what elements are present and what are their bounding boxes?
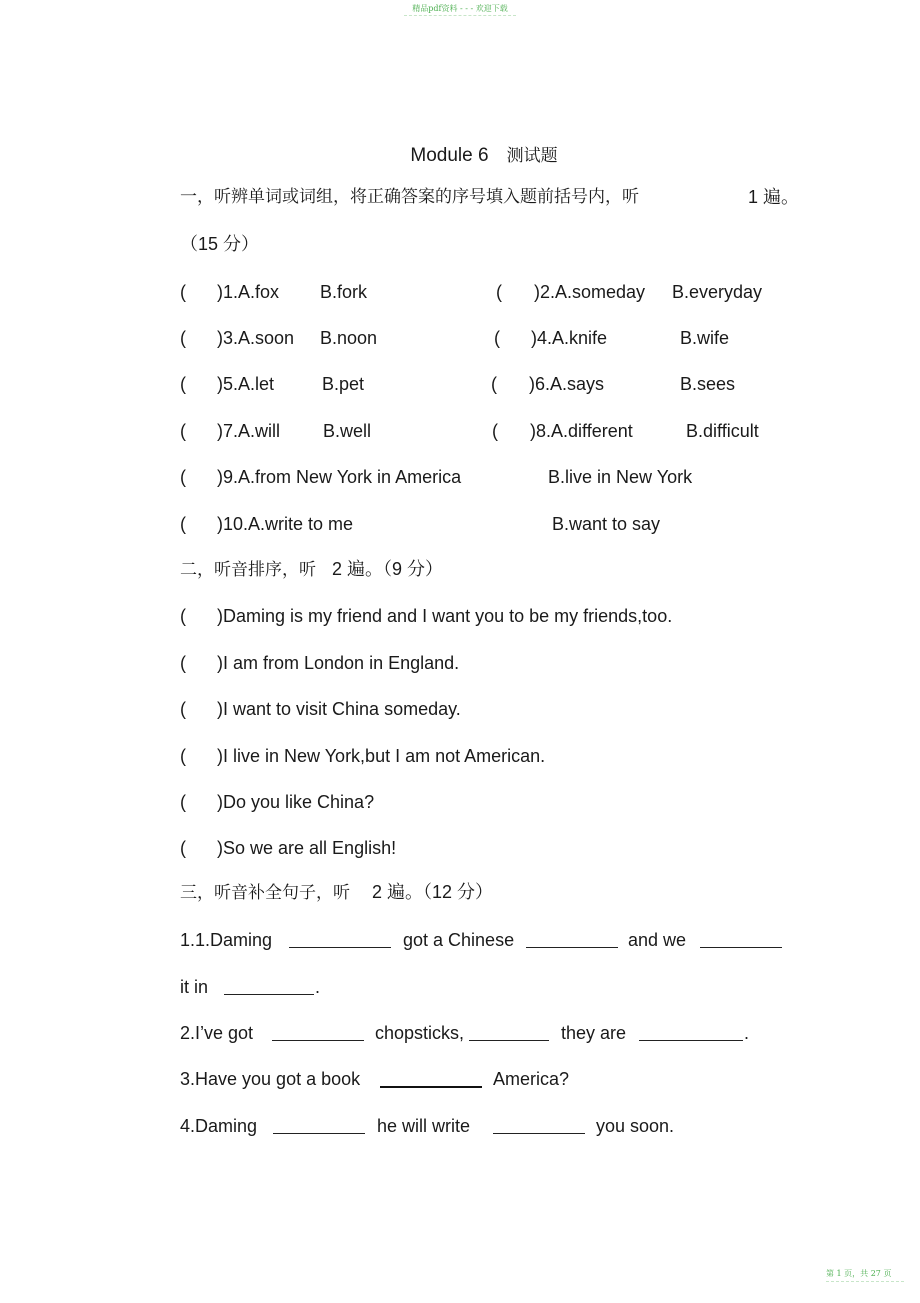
question-option-a: )2.A.someday — [534, 282, 646, 302]
top-watermark-rule — [404, 15, 516, 16]
question-option-b: B.well — [323, 421, 372, 441]
question-option-b: B.pet — [322, 374, 365, 394]
s1-row-2 — [180, 327, 880, 349]
section3-heading-text: 三，听音补全句子，听 — [180, 883, 350, 903]
answer-paren[interactable]: ( — [180, 374, 186, 394]
answer-paren[interactable]: ( — [180, 653, 186, 673]
question-option-a: )10.A.write to me — [217, 514, 354, 534]
answer-paren[interactable]: ( — [180, 421, 186, 441]
s1-row-4 — [180, 420, 880, 442]
sentence-part: got a Chinese — [403, 930, 515, 950]
question-option-b: B.everyday — [672, 282, 763, 302]
question-option-a: )7.A.will — [217, 421, 281, 441]
answer-paren[interactable]: ( — [496, 282, 502, 302]
sentence-part: and we — [628, 930, 687, 950]
section3-times: 2 遍。（12 分） — [372, 882, 494, 902]
answer-paren[interactable]: ( — [180, 699, 186, 719]
answer-paren[interactable]: ( — [180, 514, 186, 534]
section1-times — [748, 186, 799, 208]
sentence-part: you soon. — [596, 1116, 675, 1136]
s1-row-3 — [180, 373, 880, 395]
answer-paren[interactable]: ( — [180, 282, 186, 302]
answer-paren[interactable]: ( — [491, 374, 497, 394]
sentence-part: 1.1.Daming — [180, 930, 273, 950]
answer-paren[interactable]: ( — [180, 792, 186, 812]
s2-row-2 — [180, 652, 880, 674]
sentence-part: 4.Daming — [180, 1116, 258, 1136]
question-option-a: )9.A.from New York in America — [217, 467, 462, 487]
answer-paren[interactable]: ( — [180, 746, 186, 766]
question-option-b: B.difficult — [686, 421, 759, 441]
sentence-part: chopsticks, — [375, 1023, 465, 1043]
sentence-part: America? — [493, 1069, 570, 1089]
answer-paren[interactable]: ( — [180, 328, 186, 348]
s3-sentence-1-cont — [180, 976, 880, 1000]
sentence-text: )I am from London in England. — [217, 653, 460, 673]
sentence-part: 3.Have you got a book — [180, 1069, 361, 1089]
answer-paren[interactable]: ( — [180, 838, 186, 858]
title-module: Module 6 — [410, 145, 489, 166]
s3-sentence-4 — [180, 1115, 880, 1139]
s2-row-3 — [180, 698, 880, 720]
answer-blank[interactable] — [224, 976, 314, 995]
answer-blank[interactable] — [700, 929, 782, 948]
s2-row-4 — [180, 745, 880, 767]
sentence-part: they are — [561, 1023, 627, 1043]
section1-times-text: 1 遍。 — [748, 187, 800, 207]
answer-blank[interactable] — [380, 1068, 482, 1088]
sentence-part: he will write — [377, 1116, 471, 1136]
section2-times: 2 遍。（9 分） — [332, 559, 444, 579]
section1-heading — [180, 186, 639, 208]
question-option-a: )3.A.soon — [217, 328, 295, 348]
answer-blank[interactable] — [639, 1022, 743, 1041]
question-option-b: B.fork — [320, 282, 368, 302]
sentence-text: )I live in New York,but I am not American. — [217, 746, 546, 766]
s1-row-5 — [180, 466, 880, 488]
question-option-a: )4.A.knife — [531, 328, 608, 348]
sentence-text: )Do you like China? — [217, 792, 375, 812]
question-option-b: B.noon — [320, 328, 378, 348]
answer-blank[interactable] — [289, 929, 391, 948]
section1-score: （15 分） — [180, 234, 260, 254]
answer-paren[interactable]: ( — [492, 421, 498, 441]
page-title — [0, 141, 920, 167]
answer-blank[interactable] — [526, 929, 618, 948]
question-option-a: )6.A.says — [529, 374, 605, 394]
sentence-part: it in — [180, 977, 209, 997]
sentence-part: . — [315, 977, 321, 997]
section3-heading — [180, 881, 493, 904]
answer-paren[interactable]: ( — [494, 328, 500, 348]
question-option-a: )5.A.let — [217, 374, 275, 394]
question-option-a: )1.A.fox — [217, 282, 280, 302]
question-option-a: )8.A.different — [530, 421, 633, 441]
s2-row-5 — [180, 791, 880, 813]
s3-sentence-2 — [180, 1022, 880, 1046]
s1-row-1 — [180, 281, 880, 303]
footer-rule — [826, 1281, 904, 1282]
sentence-part: . — [744, 1023, 750, 1043]
question-option-b: B.wife — [680, 328, 730, 348]
sentence-part: 2.I’ve got — [180, 1023, 254, 1043]
s2-row-1 — [180, 605, 880, 627]
sentence-text: )Daming is my friend and I want you to be my friends,too. — [217, 606, 673, 626]
title-subtitle: 测试题 — [506, 146, 558, 166]
s3-sentence-1 — [180, 929, 880, 953]
question-option-b: B.sees — [680, 374, 736, 394]
answer-blank[interactable] — [469, 1022, 549, 1041]
s2-row-6 — [180, 837, 880, 859]
answer-blank[interactable] — [272, 1022, 364, 1041]
question-option-b: B.live in New York — [548, 467, 693, 487]
page-footer: 第 1 页，共 27 页 — [826, 1269, 892, 1278]
s1-row-6 — [180, 513, 880, 535]
sentence-text: )I want to visit China someday. — [217, 699, 461, 719]
s3-sentence-3 — [180, 1068, 880, 1092]
answer-blank[interactable] — [273, 1115, 365, 1134]
sentence-text: )So we are all English! — [217, 838, 397, 858]
section2-heading-text: 二，听音排序，听 — [180, 560, 316, 580]
answer-paren[interactable]: ( — [180, 467, 186, 487]
answer-paren[interactable]: ( — [180, 606, 186, 626]
section2-heading — [180, 558, 443, 581]
question-option-b: B.want to say — [552, 514, 661, 534]
top-watermark: 精品pdf资料 - - - 欢迎下载 — [412, 4, 508, 13]
answer-blank[interactable] — [493, 1115, 585, 1134]
section1-heading-text: 一，听辨单词或词组，将正确答案的序号填入题前括号内，听 — [180, 187, 639, 207]
